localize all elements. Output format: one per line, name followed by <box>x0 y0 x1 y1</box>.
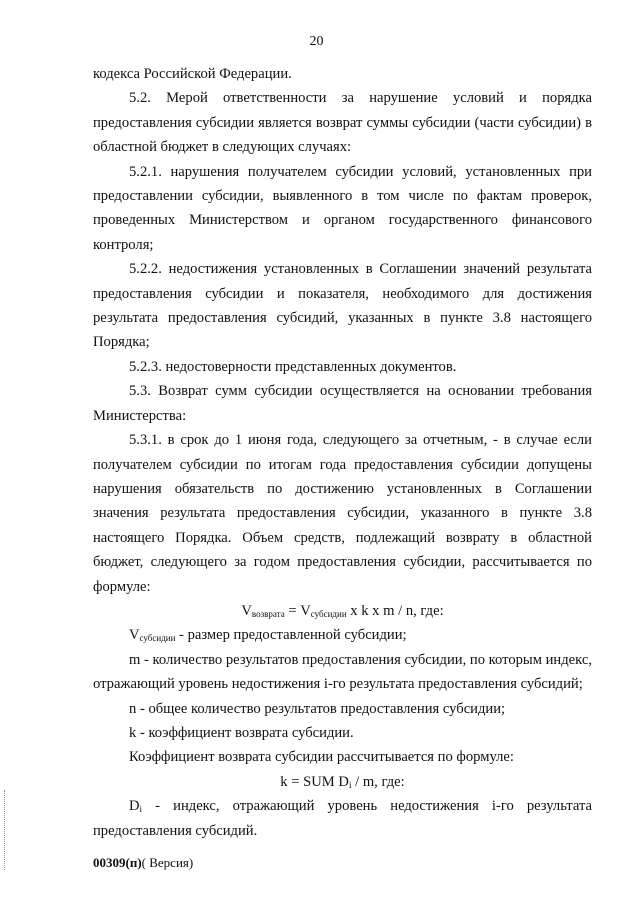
def-d-text: - индекс, отражающий уровень недостижения i-го результата предоставления субсидий. <box>93 798 592 839</box>
formula-return-volume <box>93 599 592 623</box>
formula2-sub: i <box>348 779 352 790</box>
definition-n: n - общее количество результатов предоставления субсидии; <box>129 700 506 717</box>
page-number: 20 <box>309 34 324 49</box>
def-v-text: - размер предоставленной субсидии; <box>175 627 407 644</box>
def-d-letter: D <box>129 798 140 815</box>
formula-sub-return: возврата <box>251 608 285 619</box>
document-body <box>93 62 592 843</box>
def-v-letter: V <box>129 627 140 644</box>
footer-version: ( Версия) <box>141 855 194 870</box>
definition-d <box>93 794 592 843</box>
def-v-sub: субсидии <box>139 633 176 644</box>
formula2-post: / m, где: <box>351 773 405 790</box>
paragraph-continuation: кодекса Российской Федерации. <box>93 66 292 82</box>
formula-coefficient <box>93 770 592 794</box>
def-d-sub: i <box>139 804 143 815</box>
definition-m: m - количество результатов предоставления субсидии, по которым индекс, отражающий уровень недостижения i-го результата предоставления субсидий; <box>93 651 592 693</box>
paragraph-5-2-3: 5.2.3. недостоверности представленных документов. <box>129 358 457 375</box>
paragraph-5-2: 5.2. Мерой ответственности за нарушение условий и порядка предоставления субсидии является возврат суммы субсидии (части субсидии) в областной бюджет в следующих случаях: <box>93 90 592 156</box>
formula-eq: = <box>284 602 301 619</box>
formula2-pre: k = SUM D <box>280 773 349 790</box>
definition-v-subsidy <box>93 623 592 647</box>
paragraph-5-2-2: 5.2.2. недостижения установленных в Соглашении значений результата предоставления субсидии и показателя, необходимого для достижения результата предоставления субсидий, указанных в пункте 3.8 настоящего Порядка; <box>93 261 592 351</box>
document-footer <box>93 855 193 871</box>
paragraph-5-3-1: 5.3.1. в срок до 1 июня года, следующего за отчетным, - в случае если получателем субсидии по итогам года предоставления субсидии допущены нарушения обязательств по достижению установленных в Соглашении значения результата предоставления субсидии, указанного в пункте 3.8 настоящего Порядка. Объем средств, подлежащий возврату в областной бюджет, следующего за годом предоставления субсидии, рассчитывается по формуле: <box>93 432 592 595</box>
formula-v2: V <box>300 602 311 619</box>
footer-code: 00309(п) <box>93 855 142 870</box>
definition-k: k - коэффициент возврата субсидии. <box>129 724 354 741</box>
coefficient-intro: Коэффициент возврата субсидии рассчитывается по формуле: <box>129 749 514 766</box>
formula-rest: x k x m / n, где: <box>346 602 444 619</box>
paragraph-5-3: 5.3. Возврат сумм субсидии осуществляется на основании требования Министерства: <box>93 383 592 424</box>
margin-scan-mark <box>4 790 6 870</box>
formula-v: V <box>241 602 252 619</box>
formula-sub-subsidy: субсидии <box>310 608 347 619</box>
paragraph-5-2-1: 5.2.1. нарушения получателем субсидии условий, установленных при предоставлении субсидии, выявленного в том числе по фактам проверок, проведенных Министерством и органом государственного финансового контроля; <box>93 163 592 253</box>
